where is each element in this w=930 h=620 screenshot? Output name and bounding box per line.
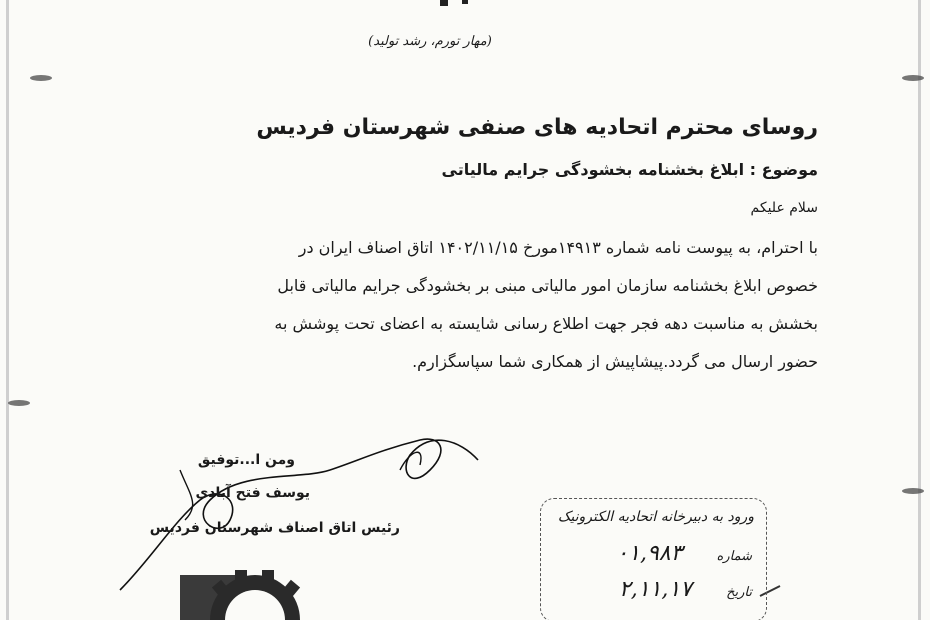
letter-subject: موضوع : ابلاغ بخشنامه بخشودگی جرایم مالیاتی xyxy=(441,160,818,179)
gear-logo xyxy=(180,570,300,620)
stamp-number-row xyxy=(616,541,752,566)
greeting: سلام علیکم xyxy=(750,200,818,216)
slogan: (مهار تورم، رشد تولید) xyxy=(368,34,492,49)
letter-heading: روسای محترم اتحادیه های صنفی شهرستان فردیس xyxy=(256,115,818,140)
stamp-title: ورود به دبیرخانه اتحادیه الکترونیک xyxy=(557,509,754,525)
top-mark xyxy=(440,0,448,6)
stamp-number-label: شماره xyxy=(716,549,752,564)
body-line: حضور ارسال می گردد.پیشاپیش از همکاری شما سپاسگزارم. xyxy=(412,352,818,371)
stamp-number-value: ۰۱,۹۸۳ xyxy=(616,541,683,566)
signature-scribble xyxy=(120,439,478,590)
body-line: خصوص ابلاغ بخشنامه سازمان امور مالیاتی مبنی بر بخشودگی جرایم مالیاتی قابل xyxy=(277,276,818,295)
body-line: با احترام، به پیوست نامه شماره ۱۴۹۱۳مورخ ۱۴۰۲/۱۱/۱۵ اتاق اصناف ایران در xyxy=(298,238,818,257)
signature-closing: ومن ا...توفیق xyxy=(197,452,295,468)
top-mark xyxy=(462,0,468,4)
stamp-date-value: ۲,۱۱,۱۷ xyxy=(618,577,692,602)
stamp-date-row xyxy=(619,577,752,602)
body-line: بخشش به مناسبت دهه فجر جهت اطلاع رسانی شایسته به اعضای تحت پوشش به xyxy=(274,314,818,333)
registration-stamp xyxy=(540,498,767,620)
signatory-title: رئیس اتاق اصناف شهرستان فردیس xyxy=(149,520,400,536)
stamp-date-label: تاریخ xyxy=(726,585,752,600)
signatory-name: یوسف فتح آبادی xyxy=(195,485,310,501)
